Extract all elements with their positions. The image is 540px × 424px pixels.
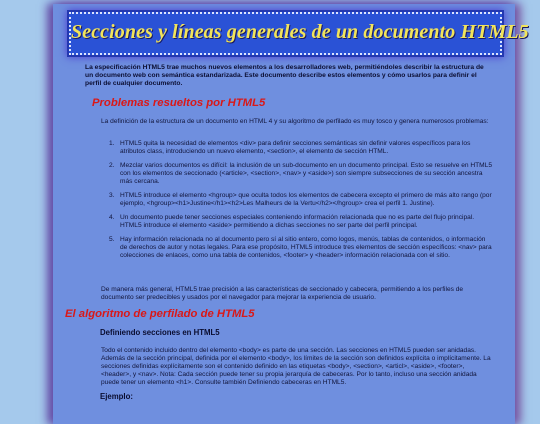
list-item-number: 4. — [109, 213, 115, 221]
list-item — [101, 214, 493, 230]
list-item-text: Un documento puede tener secciones especiales conteniendo información relacionada que no es parte del flujo principal. HTML5 introduce el elemento <aside> permitiendo a dichas secciones no ser parte del perfil principal. — [120, 213, 475, 229]
list-item-text: HTML5 quita la necesidad de elementos <div> para definir secciones semánticas sin definir valores específicos para los atributos class, introduciendo un nuevo elemento, <section>, el elemento de sección HTML. — [120, 140, 471, 155]
list-item — [101, 140, 493, 156]
list-item — [101, 236, 493, 260]
list-item — [101, 162, 493, 186]
example-label: Ejemplo: — [100, 392, 133, 401]
closing-paragraph: De manera más general, HTML5 trae precisión a las características de seccionado y cabecera, permitiendo a los perfiles de documento ser predecibles y usados por el navegador para mejorar la experiencia de usuario. — [101, 286, 464, 301]
document-page — [53, 4, 529, 424]
subsection-heading: Definiendo secciones en HTML5 — [100, 328, 220, 337]
subsection-paragraph: Todo el contenido incluido dentro del elemento <body> es parte de una sección. Las secciones en HTML5 pueden ser anidadas. Además de la sección principal, definida por el elemento <body>, los límites de la sección son definidos explícita o implícitamente. La secciones definidas explícitamente son el contenido definido en las etiquetas <body>, <section>, <articl>, <aside>, <footer>, <header>, y <nav>. Nota: Cada sección puede tener su propia jerarquía de cabeceras. Por lo tanto, incluso una sección anidada puede tener un elemento <h1>. Consulte también Definiendo cabeceras en HTML5. — [101, 347, 491, 386]
intro-paragraph: La especificación HTML5 trae muchos nuevos elementos a los desarrolladores web, permitiéndoles describir la estructura de un documento web con semántica estandarizada. Este documento describe estos elementos y cómo usarlos para definir el perfil de cualquier documento. — [85, 64, 484, 87]
list-item-text: Hay información relacionada no al documento pero sí al sitio entero, como logos, menús, tablas de contenidos, o información de derechos de autor y notas legales. Para ese propósito, HTML5 introduce tres elementos de sección específicos: <nav> para colecciones de enlaces, como una tabla de contenidos, <footer> y <header> información relacionada con el sitio. — [120, 235, 492, 259]
list-item-text: Mezclar varios documentos es difícil: la inclusión de un sub-documento en un documento principal. Esto se resuelve en HTML5 con los elementos de seccionado (<article>, <section>, <nav> y <aside>) son siempre subsecciones de su sección ancestra más cercana. — [120, 162, 493, 185]
list-item-number: 3. — [109, 191, 115, 199]
list-item-number: 1. — [109, 140, 115, 147]
page-title: Secciones y líneas generales de un documento HTML5 — [71, 21, 529, 43]
problems-list — [101, 140, 493, 266]
section-heading-problems: Problemas resueltos por HTML5 — [92, 97, 266, 109]
list-item-number: 5. — [109, 235, 115, 243]
title-banner — [69, 12, 529, 55]
section-paragraph: La definición de la estructura de un documento en HTML 4 y su algoritmo de perfilado es muy tosco y genera numerosos problemas: — [101, 118, 489, 125]
list-item — [101, 192, 493, 208]
list-item-number: 2. — [109, 162, 115, 169]
list-item-text: HTML5 introduce el elemento <hgroup> que oculta todos los elementos de cabecera excepto el primero de más alto rango (por ejemplo, <hgroup><h1>Justine</h1><h2>Les Malheurs de la Vertu</h2></hgroup> crea el perfil 1. Justine). — [120, 191, 492, 207]
section-heading-algorithm: El algoritmo de perfilado de HTML5 — [65, 308, 255, 320]
